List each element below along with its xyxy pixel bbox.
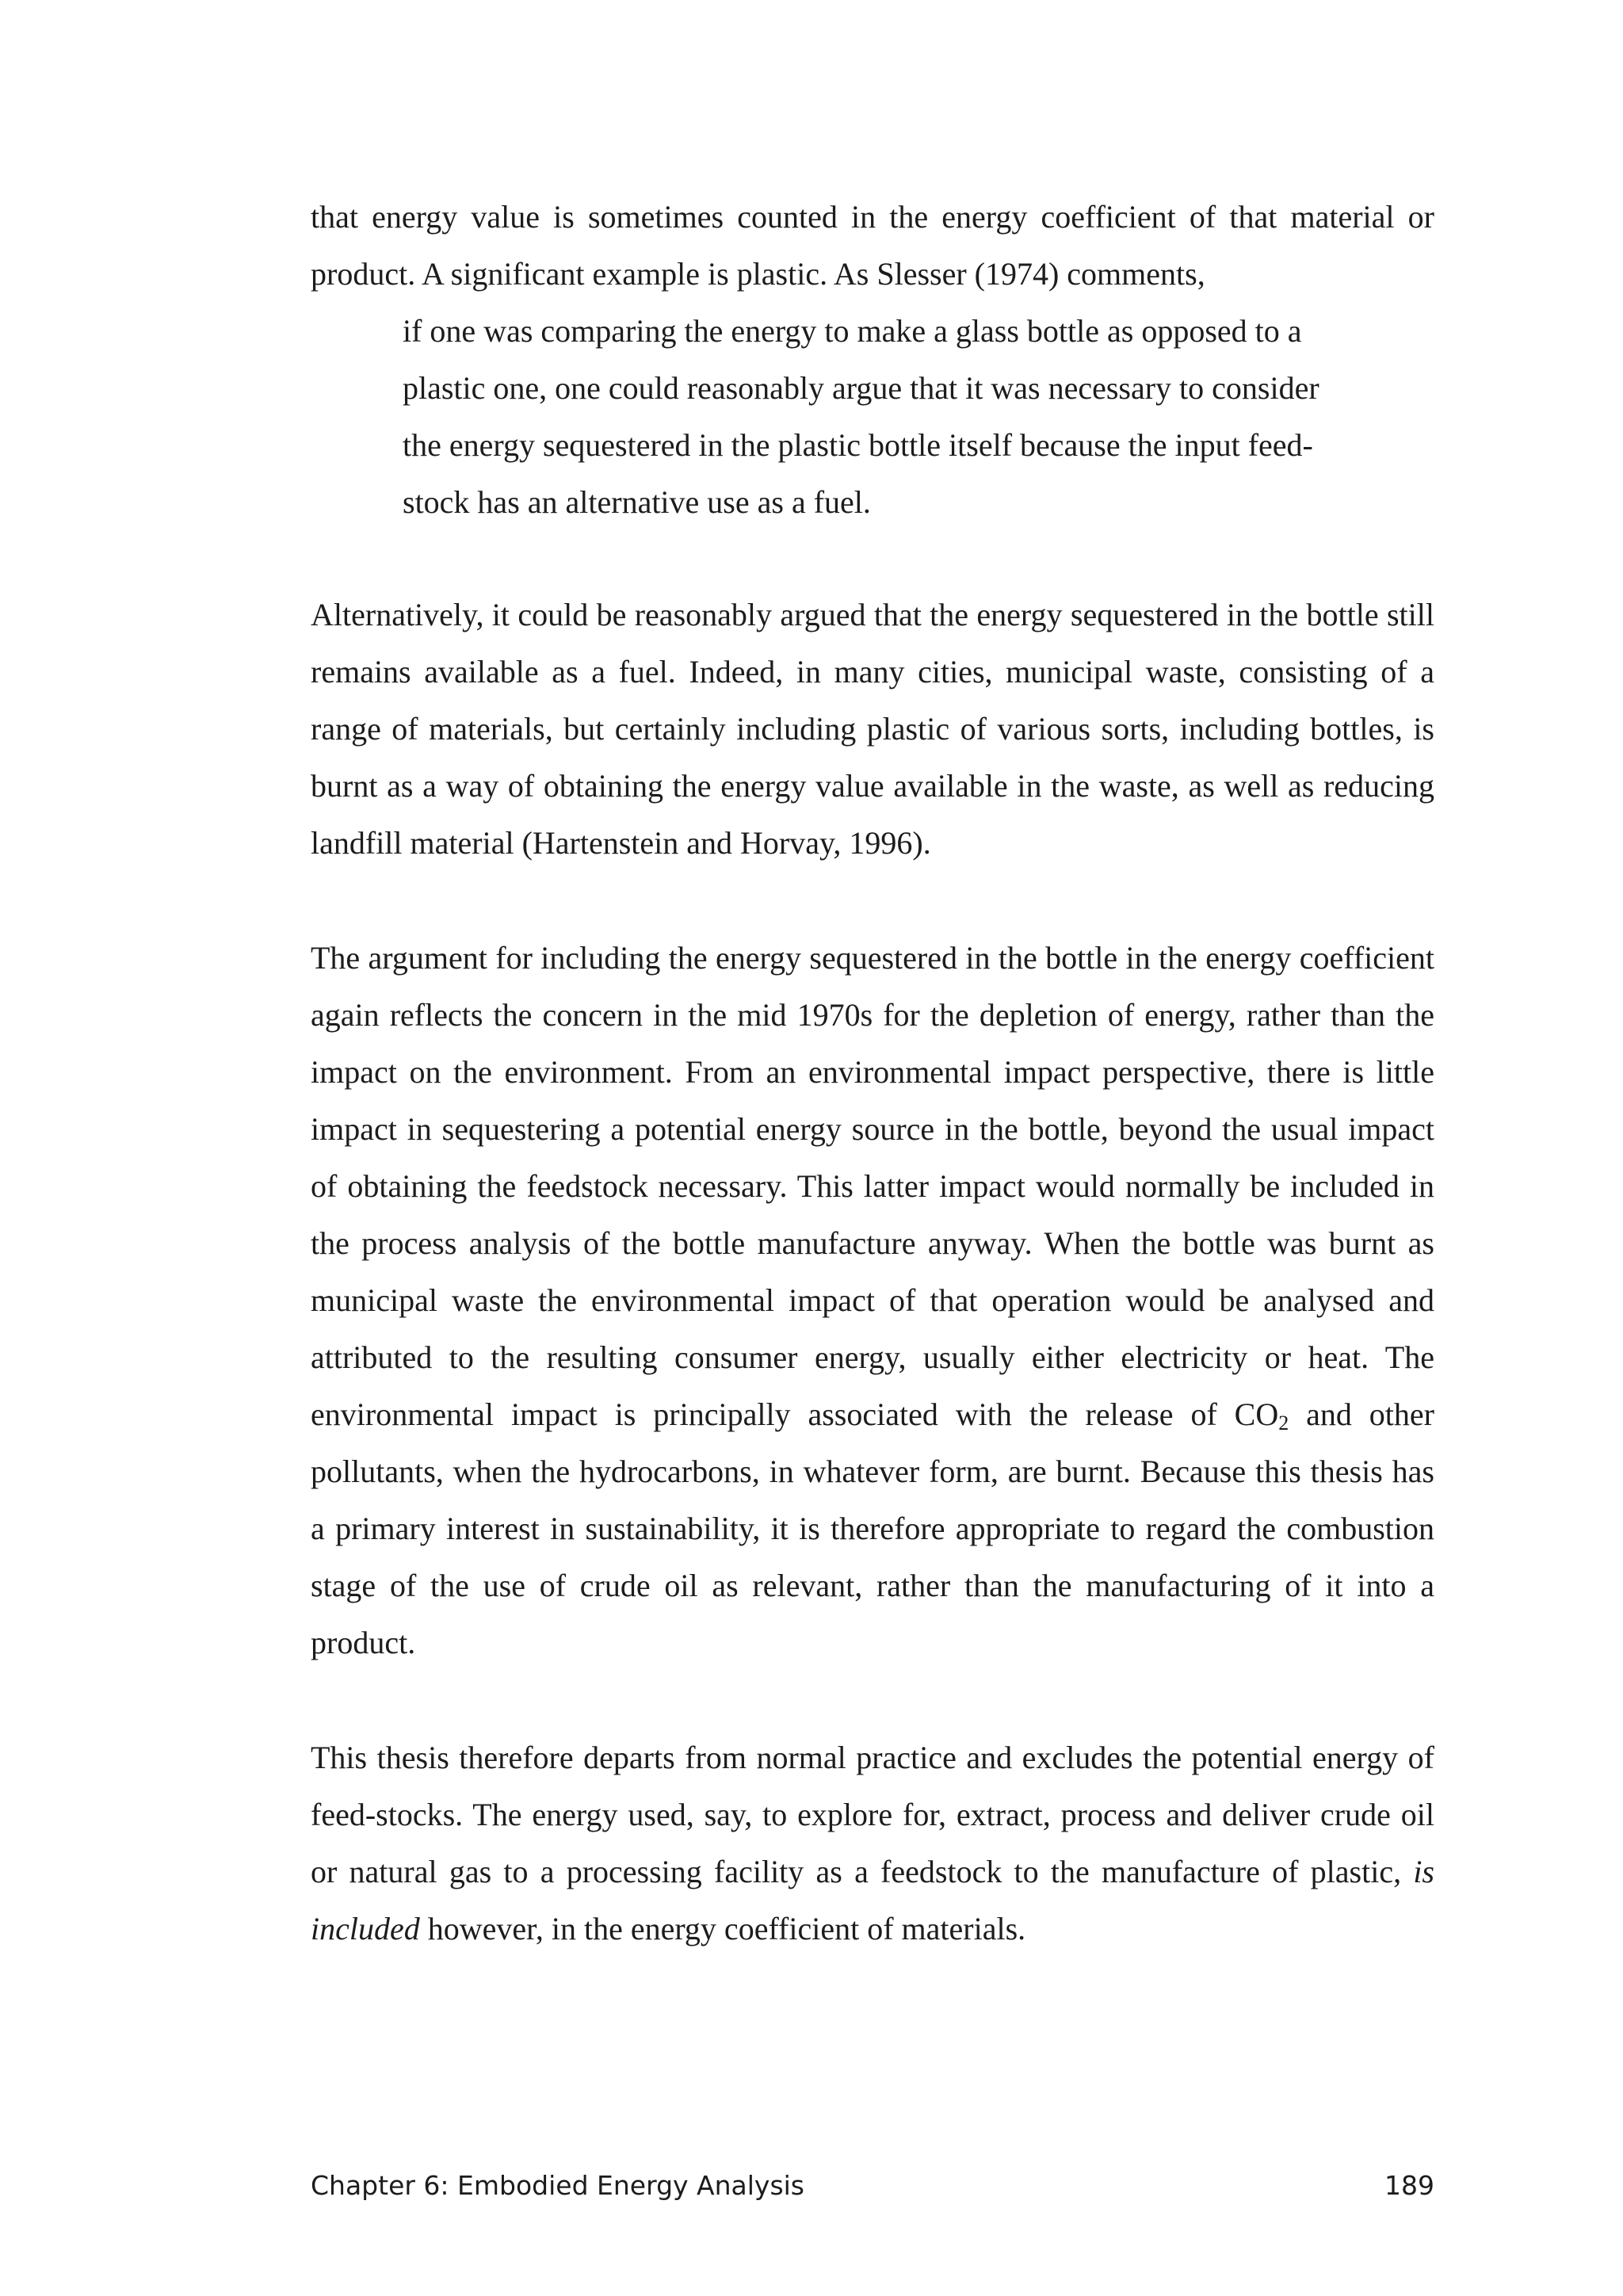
paragraph-3 — [311, 930, 1434, 1671]
spacer — [311, 1671, 1434, 1729]
block-quote: if one was comparing the energy to make a glass bottle as opposed to a plastic one, one could reasonably argue that it was necessary to consider the energy sequestered in the plastic bottle itself because the input feed-stock has an alternative use as a fuel. — [403, 313, 1319, 520]
paragraph-1: that energy value is sometimes counted in the energy coefficient of that material or product. A significant example is plastic. As Slesser (1974) comments, — [311, 199, 1434, 292]
subscript-2: 2 — [1278, 1412, 1289, 1435]
spacer — [311, 872, 1434, 930]
paragraph-4 — [311, 1729, 1434, 1958]
paragraph-4-part-b: however, in the energy coefficient of materials. — [419, 1911, 1026, 1946]
paragraph-2: Alternatively, it could be reasonably argued that the energy sequestered in the bottle still remains available as a fuel. Indeed, in many cities, municipal waste, consisting of a range of materials, but certainly including plastic of various sorts, including bottles, is burnt as a way of obtaining the energy value available in the waste, as well as reducing landfill material (Hartenstein and Horvay, 1996). — [311, 597, 1434, 861]
footer-chapter-title: Chapter 6: Embodied Energy Analysis — [311, 2170, 805, 2201]
paragraph-3-part-a: The argument for including the energy sequestered in the bottle in the energy coefficient again reflects the concern in the mid 1970s for the depletion of energy, rather than the impact on the environment. From an environmental impact perspective, there is little impact in sequestering a potential energy source in the bottle, beyond the usual impact of obtaining the feedstock necessary. This latter impact would normally be included in the process analysis of the bottle manufacture anyway. When the bottle was burnt as municipal waste the environmental impact of that operation would be analysed and attributed to the resulting consumer energy, usually either electricity or heat. The environmental impact is principally associated with the release of CO — [311, 940, 1434, 1432]
paragraph-4-part-a: This thesis therefore departs from normal practice and excludes the potential energy of feed-stocks. The energy used, say, to explore for, extract, process and deliver crude oil or natural gas to a processing facility as a feedstock to the manufacture of plastic, — [311, 1740, 1434, 1889]
paragraph-3-part-b: and other pollutants, when the hydrocarbons, in whatever form, are burnt. Because this thesis has a primary interest in sustainability, it is therefore appropriate to regard the combustion stage of the use of crude oil as relevant, rather than the manufacturing of it into a product. — [311, 1396, 1434, 1660]
emphasis-is-included: is included — [311, 1854, 1434, 1946]
spacer — [311, 531, 1434, 586]
body-text — [311, 189, 1434, 1958]
page-number: 189 — [1384, 2170, 1434, 2201]
